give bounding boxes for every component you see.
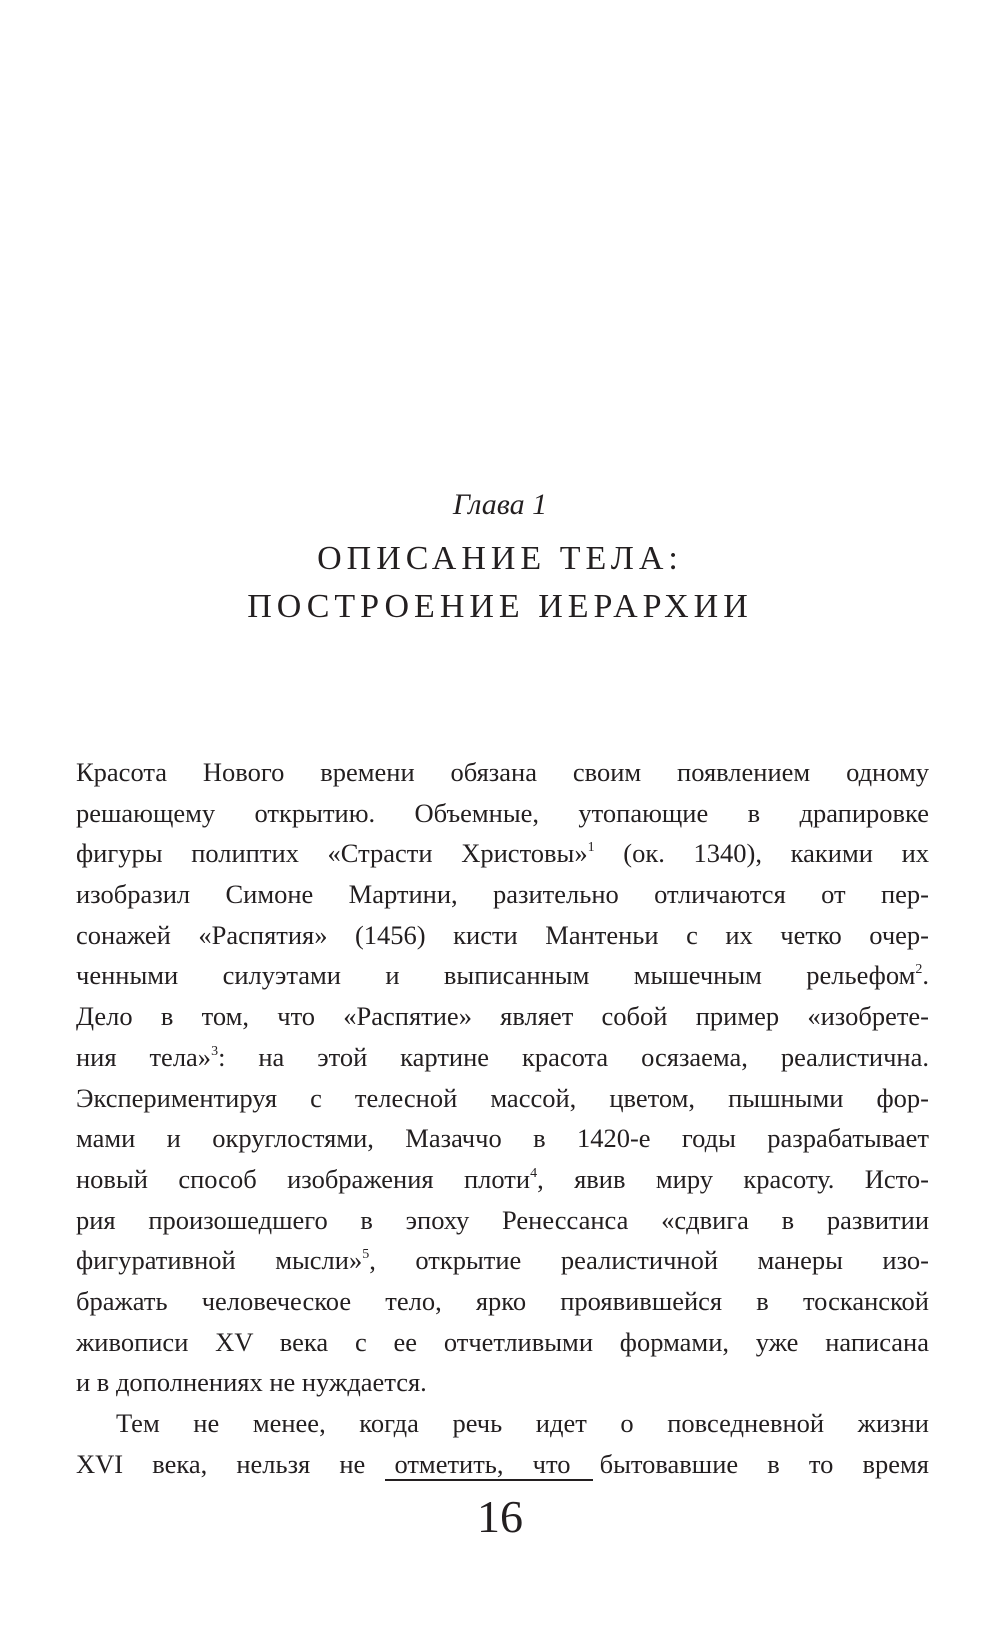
chapter-title bbox=[0, 535, 1000, 631]
footnote-ref: 3 bbox=[211, 1043, 219, 1059]
chapter-title-line-2: ПОСТРОЕНИЕ ИЕРАРХИИ bbox=[247, 588, 753, 625]
text-fragment: : на этой картине красота осязаема, реалистична. bbox=[218, 1041, 929, 1072]
text-line: живописи XV века с ее отчетливыми формами, уже написана bbox=[76, 1326, 929, 1357]
text-fragment: , явив миру красоту. Исто- bbox=[537, 1163, 929, 1194]
footnote-ref: 2 bbox=[915, 962, 923, 978]
text-fragment: ченными силуэтами и выписанным мышечным рельефом bbox=[76, 960, 916, 991]
text-fragment: . bbox=[922, 960, 929, 991]
text-line: Красота Нового времени обязана своим появлением одному bbox=[76, 757, 929, 787]
text-line bbox=[76, 1037, 929, 1078]
text-line: и в дополнениях не нуждается. bbox=[76, 1367, 427, 1398]
text-fragment: новый способ изображения плоти bbox=[76, 1163, 531, 1194]
body-text bbox=[76, 752, 929, 1484]
text-line: Экспериментируя с телесной массой, цветом, пышными фор- bbox=[76, 1082, 929, 1113]
footnote-ref: 5 bbox=[362, 1247, 370, 1263]
footnote-ref: 1 bbox=[587, 840, 595, 856]
text-line: бражать человеческое тело, ярко проявившейся в тосканской bbox=[76, 1285, 929, 1316]
chapter-title-line-1: ОПИСАНИЕ ТЕЛА: bbox=[317, 540, 683, 577]
text-fragment: ния тела» bbox=[76, 1041, 212, 1072]
footer-rule bbox=[385, 1479, 593, 1481]
text-line: решающему открытию. Объемные, утопающие в драпировке bbox=[76, 797, 929, 828]
page-number: 16 bbox=[477, 1491, 523, 1542]
chapter-label: Глава 1 bbox=[452, 488, 548, 521]
text-line: сонажей «Распятия» (1456) кисти Мантеньи с их четко очер- bbox=[76, 919, 929, 950]
footnote-ref: 4 bbox=[530, 1165, 538, 1181]
text-line: рия произошедшего в эпоху Ренессанса «сдвига в развитии bbox=[76, 1204, 929, 1235]
text-line: Тем не менее, когда речь идет о повседневной жизни bbox=[116, 1408, 929, 1438]
text-fragment: фигуры полиптих «Страсти Христовы» bbox=[76, 838, 588, 869]
text-line: XVI века, нельзя не отметить, что бытовавшие в то время bbox=[76, 1448, 929, 1479]
text-fragment: (ок. 1340), какими их bbox=[594, 838, 930, 869]
text-line bbox=[76, 833, 929, 874]
text-line bbox=[76, 955, 929, 996]
text-fragment: фигуративной мысли» bbox=[76, 1245, 363, 1276]
text-fragment: , открытие реалистичной манеры изо- bbox=[369, 1245, 929, 1276]
text-line: изобразил Симоне Мартини, разительно отличаются от пер- bbox=[76, 879, 929, 910]
text-line bbox=[76, 1240, 929, 1281]
text-line: Дело в том, что «Распятие» являет собой пример «изобрете- bbox=[76, 1001, 929, 1032]
text-line bbox=[76, 1159, 929, 1200]
text-line: мами и округлостями, Мазаччо в 1420-е годы разрабатывает bbox=[76, 1123, 929, 1154]
